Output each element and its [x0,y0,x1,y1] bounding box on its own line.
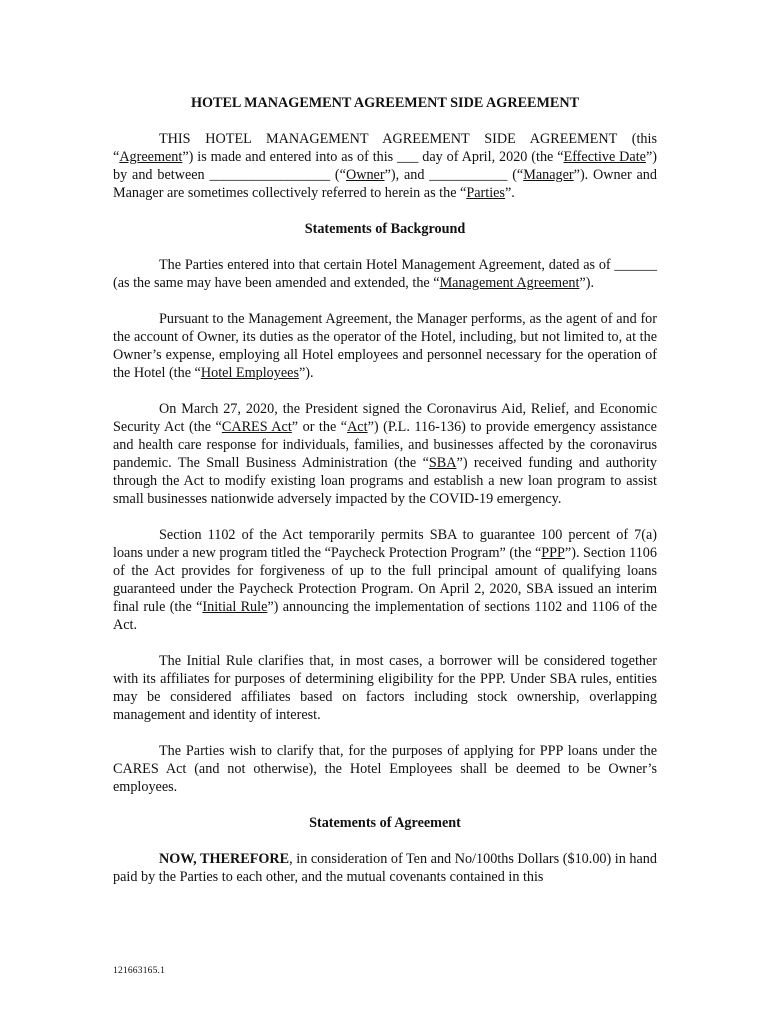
background-paragraph-3: On March 27, 2020, the President signed the Coronavirus Aid, Relief, and Economic Security Act (the “CARES Act” or the “Act”) (P.L. 116-136) to provide emergency assistance and health care response for individuals, families, and businesses affected by the coronavirus pandemic. The Small Business Administration (the “SBA”) received funding and authority through the Act to modify existing loan programs and establish a new loan program to assist small businesses nationwide adversely impacted by the COVID-19 emergency. [113,401,657,507]
defined-term-hotel-employees: Hotel Employees [200,365,299,381]
document-title: HOTEL MANAGEMENT AGREEMENT SIDE AGREEMENT [190,95,580,111]
defined-term-manager: Manager [523,167,574,183]
defined-term-effective-date: Effective Date [563,149,646,165]
agreement-paragraph-1: NOW, THEREFORE, in consideration of Ten and No/100ths Dollars ($10.00) in hand paid by the Parties to each other, and the mutual covenants contained in this [113,851,657,885]
intro-paragraph: THIS HOTEL MANAGEMENT AGREEMENT SIDE AGREEMENT (this “Agreement”) is made and entered into as of this ___ day of April, 2020 (the “Effective Date”) by and between _________________ (“Owner”), and ___________ (“Manager”). Owner and Manager are sometimes collectively referred to herein as the “Parties”. [113,131,657,201]
background-paragraph-4: Section 1102 of the Act temporarily permits SBA to guarantee 100 percent of 7(a) loans under a new program titled the “Paycheck Protection Program” (the “PPP”). Section 1106 of the Act provides for forgiveness of up to the full principal amount of qualifying loans guaranteed under the Paycheck Protection Program. On April 2, 2020, SBA issued an interim final rule (the “Initial Rule”) announcing the implementation of sections 1102 and 1106 of the Act. [113,527,657,633]
background-paragraph-1: The Parties entered into that certain Hotel Management Agreement, dated as of ______ (as the same may have been amended and extended, the “Management Agreement”). [113,257,657,291]
defined-term-sba: SBA [428,455,457,471]
defined-term-management-agreement: Management Agreement [439,275,580,291]
background-paragraph-2: Pursuant to the Management Agreement, the Manager performs, as the agent of and for the account of Owner, its duties as the operator of the Hotel, including, but not limited to, at the Owner’s expense, employing all Hotel employees and personnel necessary for the operation of the Hotel (the “Hotel Employees”). [113,311,657,381]
background-paragraph-6: The Parties wish to clarify that, for the purposes of applying for PPP loans under the CARES Act (and not otherwise), the Hotel Employees shall be deemed to be Owner’s employees. [113,743,657,795]
document-body [113,94,657,904]
background-paragraph-5: The Initial Rule clarifies that, in most cases, a borrower will be considered together with its affiliates for purposes of determining eligibility for the PPP. Under SBA rules, entities may be considered affiliates based on factors including stock ownership, overlapping management and identity of interest. [113,653,657,723]
defined-term-act: Act [347,419,368,435]
heading-statements-of-background: Statements of Background [304,221,466,237]
defined-term-owner: Owner [345,167,385,183]
document-id-footer: 121663165.1 [113,966,166,976]
now-therefore-bold: NOW, THEREFORE [159,851,290,867]
defined-term-initial-rule: Initial Rule [202,599,268,615]
defined-term-cares-act: CARES Act [221,419,292,435]
defined-term-ppp: PPP [541,545,565,561]
defined-term-parties: Parties [466,185,505,201]
defined-term-agreement: Agreement [119,149,183,165]
heading-statements-of-agreement: Statements of Agreement [309,815,461,831]
